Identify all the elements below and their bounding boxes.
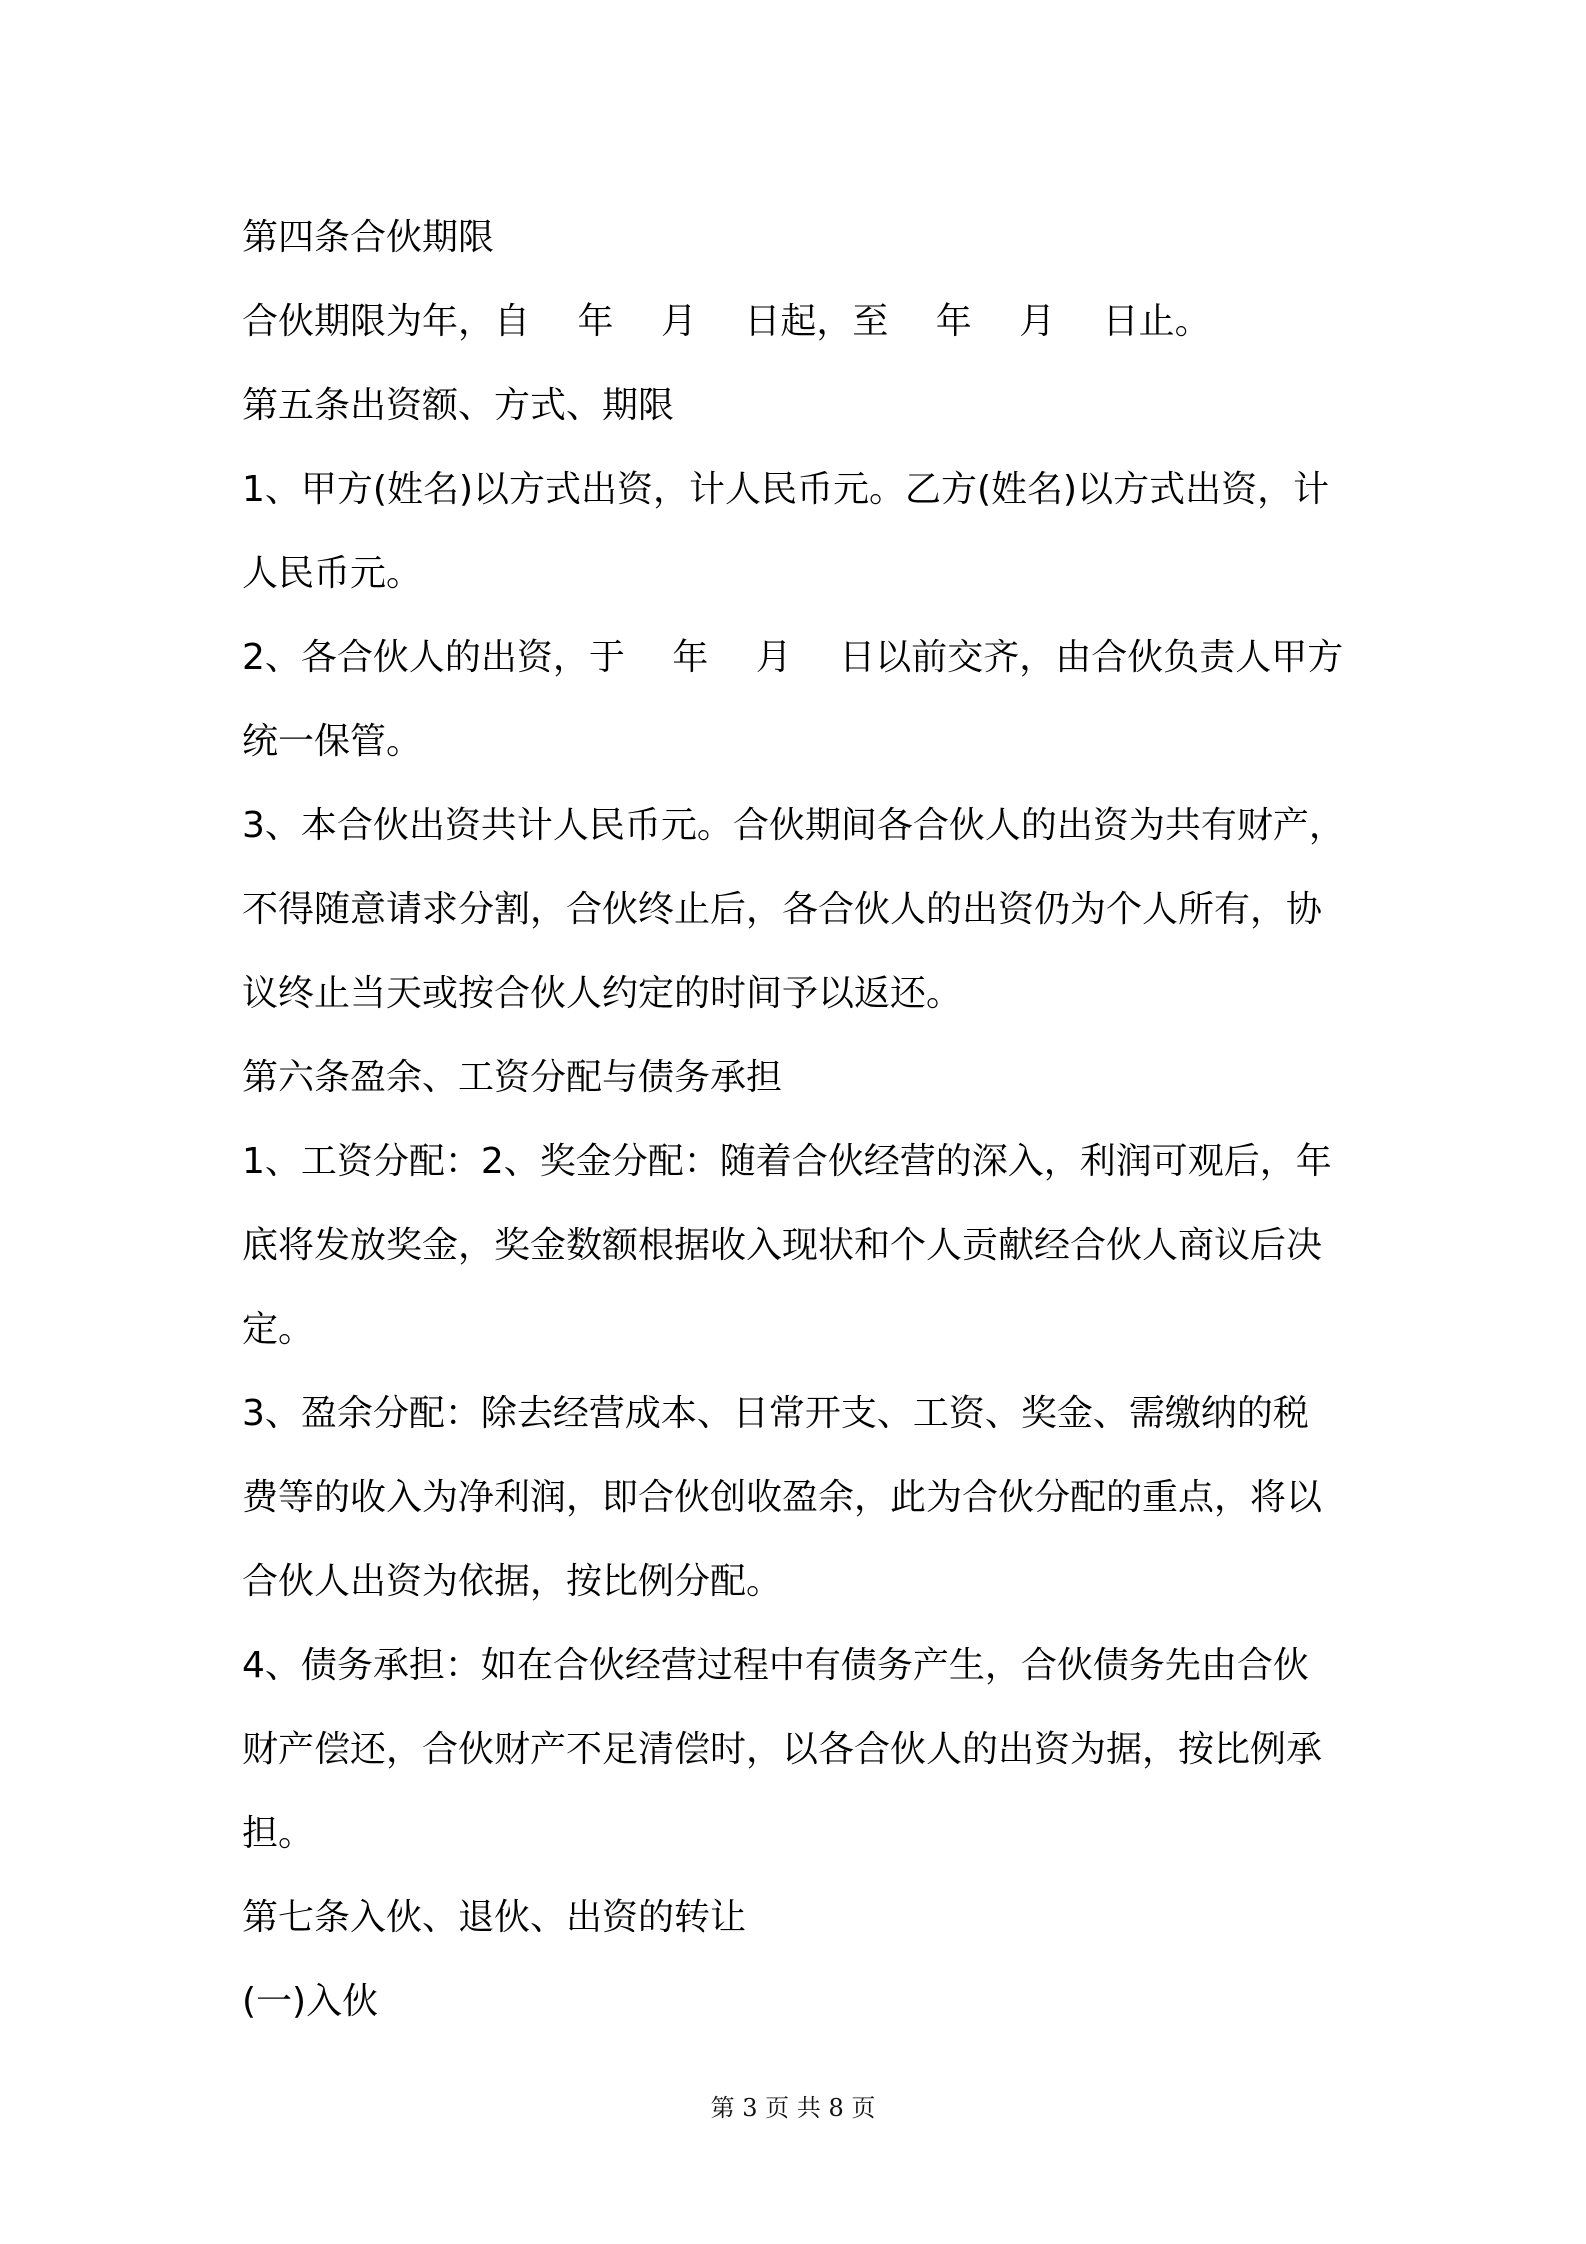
article-7-section-1-heading: (一)入伙	[242, 1981, 379, 2022]
article-6-item-3-line-2: 费等的收入为净利润，即合伙创收盈余，此为合伙分配的重点，将以	[242, 1477, 1323, 1518]
article-5-item-3-line-3: 议终止当天或按合伙人约定的时间予以返还。	[242, 973, 963, 1014]
article-6-item-1-line-2: 底将发放奖金，奖金数额根据收入现状和个人贡献经合伙人商议后决	[242, 1225, 1323, 1266]
page-number-footer: 第 3 页 共 8 页	[710, 2094, 876, 2122]
article-6-item-1-line-1: 1、工资分配：2、奖金分配：随着合伙经营的深入，利润可观后，年	[242, 1141, 1332, 1182]
article-6-item-1-line-3: 定。	[242, 1309, 315, 1350]
article-6-item-4-line-2: 财产偿还，合伙财产不足清偿时，以各合伙人的出资为据，按比例承	[242, 1729, 1323, 1770]
article-7-heading: 第七条入伙、退伙、出资的转让	[242, 1897, 747, 1938]
article-5-item-2-line-1: 2、各合伙人的出资，于 年 月 日以前交齐，由合伙负责人甲方	[242, 637, 1344, 678]
article-6-item-3-line-1: 3、盈余分配：除去经营成本、日常开支、工资、奖金、需缴纳的税	[242, 1393, 1309, 1434]
article-6-item-3-line-3: 合伙人出资为依据，按比例分配。	[242, 1561, 783, 1602]
article-5-item-1-line-2: 人民币元。	[242, 553, 423, 594]
article-5-item-3-line-2: 不得随意请求分割，合伙终止后，各合伙人的出资仍为个人所有，协	[242, 889, 1323, 930]
article-6-heading: 第六条盈余、工资分配与债务承担	[242, 1057, 783, 1098]
article-4-text: 合伙期限为年，自 年 月 日起，至 年 月 日止。	[242, 301, 1211, 342]
article-6-item-4-line-3: 担。	[242, 1813, 315, 1854]
article-5-heading: 第五条出资额、方式、期限	[242, 385, 675, 426]
article-5-item-1-line-1: 1、甲方(姓名)以方式出资，计人民币元。乙方(姓名)以方式出资，计	[242, 469, 1330, 510]
document-body	[242, 196, 1372, 2044]
article-5-item-2-line-2: 统一保管。	[242, 721, 423, 762]
article-4-heading: 第四条合伙期限	[242, 217, 495, 258]
article-5-item-3-line-1: 3、本合伙出资共计人民币元。合伙期间各合伙人的出资为共有财产，	[242, 805, 1345, 846]
article-6-item-4-line-1: 4、债务承担：如在合伙经营过程中有债务产生，合伙债务先由合伙	[242, 1645, 1309, 1686]
